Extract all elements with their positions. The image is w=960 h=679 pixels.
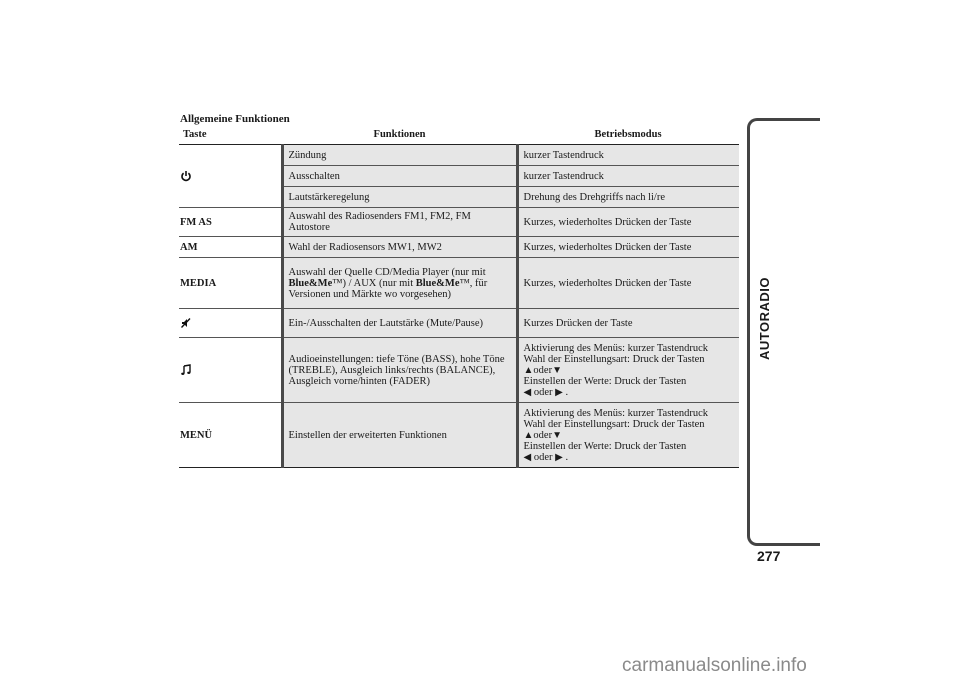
page-number: 277: [757, 548, 781, 564]
function-cell: Zündung: [282, 145, 517, 166]
mode-cell: [517, 338, 739, 403]
table-row: [179, 338, 739, 403]
table-row: [179, 208, 739, 237]
mode-cell: Kurzes, wiederholtes Drücken der Taste: [517, 258, 739, 309]
header-mode: Betriebsmodus: [517, 125, 739, 145]
mode-line: [524, 452, 735, 463]
mode-line: Wahl der Einstellungsart: Druck der Tasten: [523, 418, 705, 430]
table-row: [179, 309, 739, 338]
arrow-right-icon: ▶: [555, 451, 563, 463]
function-cell: Lautstärkeregelung: [282, 187, 517, 208]
function-cell: Ausschalten: [282, 166, 517, 187]
arrow-down-icon: ▼: [552, 364, 562, 376]
mode-line: Aktivierung des Menüs: kurzer Tastendruck: [523, 407, 709, 419]
power-icon: [180, 170, 276, 182]
mode-cell: Drehung des Drehgriffs nach li/re: [517, 187, 739, 208]
header-key: Taste: [179, 125, 282, 145]
arrow-left-icon: ◀: [523, 451, 532, 463]
mode-cell: kurzer Tastendruck: [517, 166, 739, 187]
watermark: carmanualsonline.info: [622, 655, 807, 676]
table-row: [179, 237, 739, 258]
arrow-up-icon: ▲: [523, 364, 534, 376]
arrow-right-icon: ▶: [555, 386, 563, 398]
function-cell: Ein-/Ausschalten der Lautstärke (Mute/Pause): [282, 309, 517, 338]
mode-line: [524, 365, 735, 376]
brand-name: Blue&Me: [288, 277, 333, 289]
mode-line: Einstellen der Werte: Druck der Tasten: [523, 375, 687, 387]
or-text: oder: [533, 364, 553, 376]
arrow-up-icon: ▲: [523, 429, 534, 441]
mode-cell: Kurzes, wiederholtes Drücken der Taste: [517, 208, 739, 237]
power-key-cell: [179, 145, 282, 208]
function-cell: Einstellen der erweiterten Funktionen: [282, 403, 517, 468]
mode-line: Aktivierung des Menüs: kurzer Tastendruck: [523, 342, 709, 354]
mode-cell: Kurzes, wiederholtes Drücken der Taste: [517, 237, 739, 258]
header-function: Funktionen: [282, 125, 517, 145]
functions-table: [179, 125, 739, 468]
chapter-label: AUTORADIO: [757, 277, 772, 360]
brand-name: Blue&Me: [415, 277, 460, 289]
audio-key-cell: [179, 338, 282, 403]
mode-line: Wahl der Einstellungsart: Druck der Tasten: [523, 353, 705, 365]
function-cell: [282, 258, 517, 309]
mode-line: [524, 387, 735, 398]
key-cell: FM AS: [179, 208, 282, 237]
arrow-down-icon: ▼: [552, 429, 562, 441]
music-note-icon: [180, 364, 276, 376]
mode-end: .: [565, 386, 569, 398]
section-title: Allgemeine Funktionen: [180, 113, 290, 125]
table-row: [179, 258, 739, 309]
mode-cell: [517, 403, 739, 468]
function-text: ™, für Versionen und Märkte wo vorgesehen): [288, 277, 488, 300]
table-row: [179, 145, 739, 166]
function-cell: Wahl der Radiosensors MW1, MW2: [282, 237, 517, 258]
arrow-left-icon: ◀: [523, 386, 532, 398]
key-cell: MENÜ: [179, 403, 282, 468]
mute-key-cell: [179, 309, 282, 338]
table-header-row: [179, 125, 739, 145]
key-cell: MEDIA: [179, 258, 282, 309]
table-row: [179, 403, 739, 468]
mode-end: .: [565, 451, 569, 463]
function-cell: Audioeinstellungen: tiefe Töne (BASS), hohe Töne (TREBLE), Ausgleich links/rechts (BALANCE), Ausgleich vorne/hinten (FADER): [282, 338, 517, 403]
mode-line: [524, 430, 735, 441]
mode-cell: Kurzes Drücken der Taste: [517, 309, 739, 338]
mode-line: Einstellen der Werte: Druck der Tasten: [523, 440, 687, 452]
or-text: oder: [533, 451, 553, 463]
function-text: Auswahl der Quelle CD/Media Player (nur mit: [288, 266, 486, 278]
or-text: oder: [533, 386, 553, 398]
mute-icon: [180, 317, 276, 329]
or-text: oder: [533, 429, 553, 441]
key-cell: AM: [179, 237, 282, 258]
function-cell: Auswahl des Radiosenders FM1, FM2, FM Autostore: [282, 208, 517, 237]
function-text: ™) / AUX (nur mit: [332, 277, 414, 289]
mode-cell: kurzer Tastendruck: [517, 145, 739, 166]
